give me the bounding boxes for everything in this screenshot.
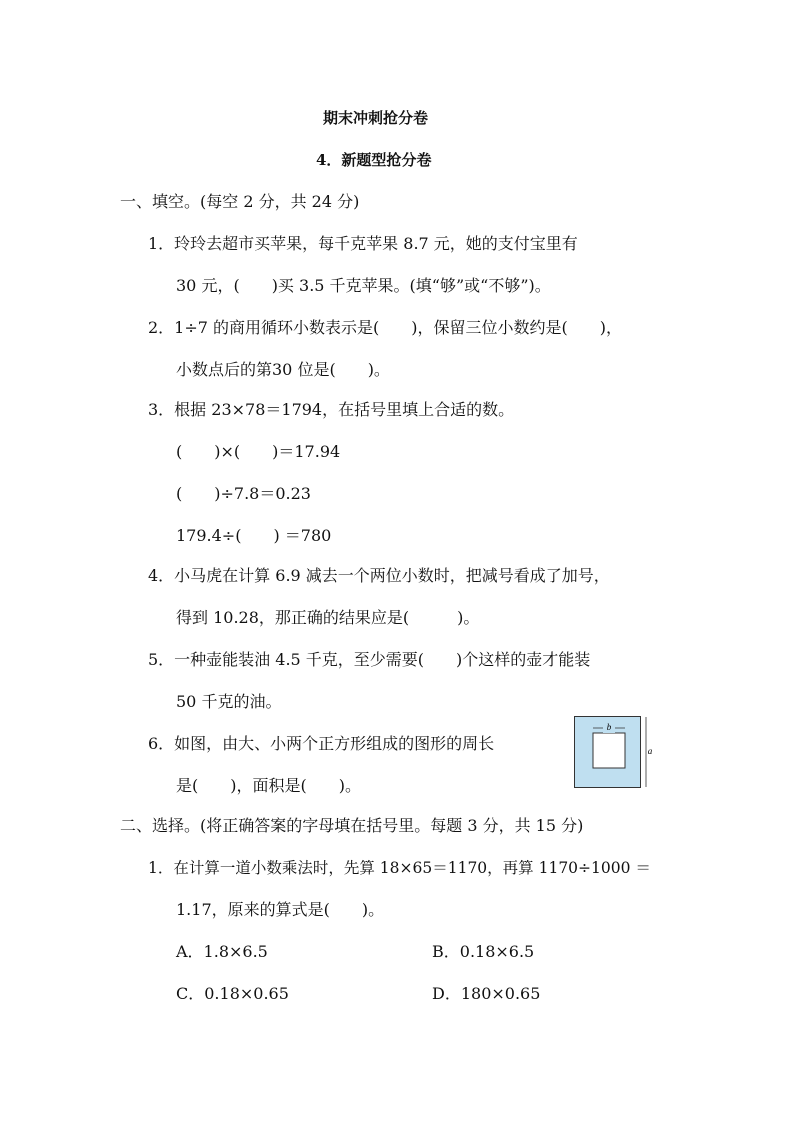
- question-1-3-eq-b: ( )÷7.8＝0.23: [176, 484, 311, 503]
- question-1-1-line1: 1．玲玲去超市买苹果，每千克苹果 8.7 元，她的支付宝里有: [148, 234, 578, 253]
- question-2-1-line1: 1．在计算一道小数乘法时，先算 18×65＝1170，再算 1170÷1000 ＝: [148, 859, 651, 877]
- question-1-3-eq-c: 179.4÷( ) ＝780: [176, 526, 332, 545]
- option-b: B．0.18×6.5: [432, 942, 535, 961]
- section-2-heading: 二、选择。(将正确答案的字母填在括号里。每题 3 分，共 15 分): [120, 816, 584, 835]
- question-1-3-line1: 3．根据 23×78＝1794，在括号里填上合适的数。: [148, 400, 515, 419]
- question-1-1-line2: 30 元，( )买 3.5 千克苹果。(填“够”或“不够”)。: [176, 276, 551, 295]
- small-square: [593, 733, 625, 768]
- page-subtitle: 4．新题型抢分卷: [316, 151, 432, 169]
- question-1-6-line1: 6．如图，由大、小两个正方形组成的图形的周长: [148, 734, 495, 753]
- question-1-2-line2: 小数点后的第30 位是( )。: [176, 360, 390, 379]
- label-b: b: [606, 722, 612, 732]
- option-d: D．180×0.65: [432, 984, 541, 1003]
- option-a: A．1.8×6.5: [176, 942, 268, 961]
- squares-figure: [574, 716, 652, 788]
- question-1-4-line1: 4．小马虎在计算 6.9 减去一个两位小数时，把减号看成了加号，: [148, 566, 610, 585]
- question-1-2-line1: 2．1÷7 的商用循环小数表示是( )，保留三位小数约是( )，: [148, 318, 623, 337]
- page-title: 期末冲刺抢分卷: [323, 109, 429, 127]
- question-1-4-line2: 得到 10.28，那正确的结果应是( )。: [176, 608, 480, 627]
- section-1-heading: 一、填空。(每空 2 分，共 24 分): [120, 192, 360, 211]
- label-a: a: [647, 746, 652, 756]
- question-2-1-line2: 1.17，原来的算式是( )。: [176, 900, 385, 919]
- question-1-5-line2: 50 千克的油。: [176, 692, 282, 711]
- option-c: C．0.18×0.65: [176, 984, 289, 1003]
- question-1-3-eq-a: ( )×( )＝17.94: [176, 442, 341, 461]
- question-1-6-line2: 是( )，面积是( )。: [176, 776, 361, 795]
- question-1-5-line1: 5．一种壶能装油 4.5 千克，至少需要( )个这样的壶才能装: [148, 650, 591, 669]
